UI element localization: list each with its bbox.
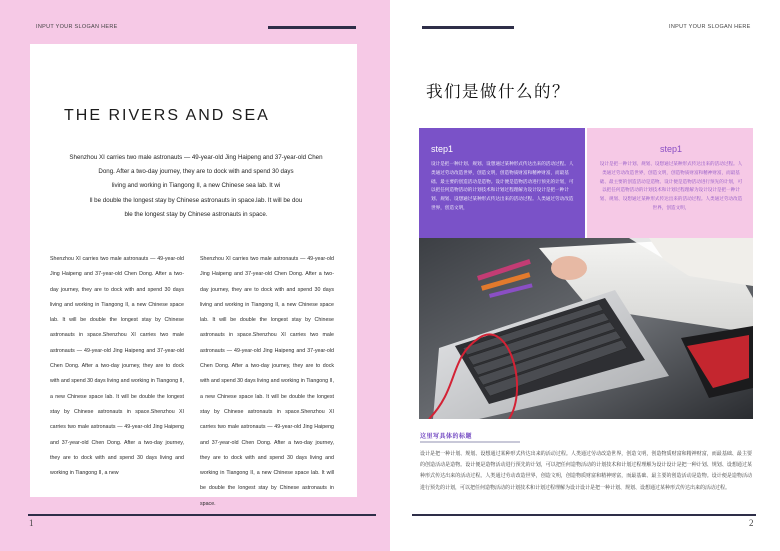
- hand: [551, 256, 587, 280]
- step-text: 设计是把一种计划、规划、设想通过某种形式传达出来的活动过程。人类通过劳动改造世界，创造文明，创造物质财富和精神财富，而最基础、最主要的创造活动是造物。设计便是造物活动进行预先的计划，可以把任何造物活动的计划技术和计划过程理解为设计设计是把一种计划、规划、设想通过某种形式传达出来的活动过程。人类通过劳动改造世界，创造文明，: [431, 161, 574, 210]
- top-accent-bar: [422, 26, 514, 29]
- laptop-illustration: [419, 238, 753, 419]
- step-box-purple: [419, 128, 585, 238]
- lead-line: living and working in Tiangong II, a new Chinese sea lab. It wi: [111, 182, 281, 190]
- subsection-title: 这里写具体的标题: [420, 434, 473, 440]
- text-column-left: Shenzhou XI carries two male astronauts — 49-year-old Jing Haipeng and 37-year-old Chen Dong. After a two-day journey, they are to dock with and spend 30 days living and working in Tiangong II, a new Chinese space lab. It will be double the longest stay by Chinese astronauts in space.Shenzhou XI carries two male astronauts — 49-year-old Jing Haipeng and 37-year-old Chen Dong. After a two-day journey, they are to dock with and spend 30 days living and working in Tiangong II, a new Chinese space lab. It will be double the longest stay by Chinese astronauts in space.Shenzhou XI carries two male astronauts — 49-year-old Jing Haipeng and 37-year-old Chen Dong. After a two-day journey, they are to dock with and spend 30 days living and working in Tiangong II, a new: [50, 256, 184, 477]
- bottom-rule: [412, 514, 756, 516]
- slogan-text: INPUT YOUR SLOGAN HERE: [36, 24, 118, 30]
- slogan-text: INPUT YOUR SLOGAN HERE: [669, 24, 751, 30]
- bottom-rule: [28, 514, 376, 516]
- lead-line: ble the longest stay by Chinese astronauts in space.: [124, 210, 268, 218]
- section-title: 我们是做什么的？: [426, 82, 570, 101]
- page-number: 2: [749, 518, 754, 528]
- laptop-photo: [419, 238, 753, 419]
- lead-line: Shenzhou XI carries two male astronauts — 49-year-old Jing Haipeng and 37-year-old Chen: [69, 154, 323, 161]
- lead-line: Dong. After a two-day journey, they are to dock with and spend 30 days: [98, 168, 294, 176]
- top-accent-bar: [268, 26, 356, 29]
- body-paragraph: 设计是把一种计划、规划、设想通过某种形式传达出来的活动过程。人类通过劳动改造世界，创造文明，创造物质财富和精神财富，而最基础、最主要的创造活动是造物。设计便是造物活动进行预先的计划，可以把任何造物活动的计划技术和计划过程理解为设计设计是把一种计划、规划、设想通过某种形式传达出来的活动过程。人类通过劳动改造世界，创造文明，创造物质财富和精神财富，而最基础、最主要的创造活动是造物。设计便是造物活动进行预先的计划，可以把任何造物活动的计划技术和计划过程理解为设计设计是把一种计划、规划、设想通过某种形式传达出来的活动过程。: [420, 451, 752, 491]
- text-column-right: Shenzhou XI carries two male astronauts — 49-year-old Jing Haipeng and 37-year-old Chen Dong. After a two-day journey, they are to dock with and spend 30 days living and working in Tiangong II, a new Chinese space lab. It will be double the longest stay by Chinese astronauts in space.Shenzhou XI carries two male astronauts — 49-year-old Jing Haipeng and 37-year-old Chen Dong. After a two-day journey, they are to dock with and spend 30 days living and working in Tiangong II, a new Chinese space lab. It will be double the longest stay by Chinese astronauts in space.Shenzhou XI carries two male astronauts — 49-year-old Jing Haipeng and 37-year-old Chen Dong. After a two-day journey, they are to dock with and spend 30 days living and working in Tiangong II, a new Chinese space lab. It will be double the longest stay by Chinese astronauts in space.: [200, 256, 334, 507]
- lead-line: ll be double the longest stay by Chinese astronauts in space.lab. It will be dou: [89, 196, 303, 204]
- lead-paragraph: [56, 151, 336, 222]
- subsection-rule: [420, 441, 520, 443]
- step-label: step1: [659, 144, 683, 154]
- step-label: step1: [431, 144, 454, 154]
- page-title: THE RIVERS AND SEA: [64, 107, 270, 124]
- page-number: 1: [29, 518, 34, 528]
- step-box-pink: [587, 128, 753, 238]
- step-text: 设计是把一种计划、规划、设想通过某种形式传达出来的活动过程。人类通过劳动改造世界，创造文明，创造物质财富和精神财富，而最基础、最主要的创造活动是造物。设计便是造物活动进行预先的计划，可以把任何造物活动的计划技术和计划过程理解为设计设计是把一种计划、规划、设想通过某种形式传达出来的活动过程。人类通过劳动改造世界，创造文明，: [599, 161, 743, 210]
